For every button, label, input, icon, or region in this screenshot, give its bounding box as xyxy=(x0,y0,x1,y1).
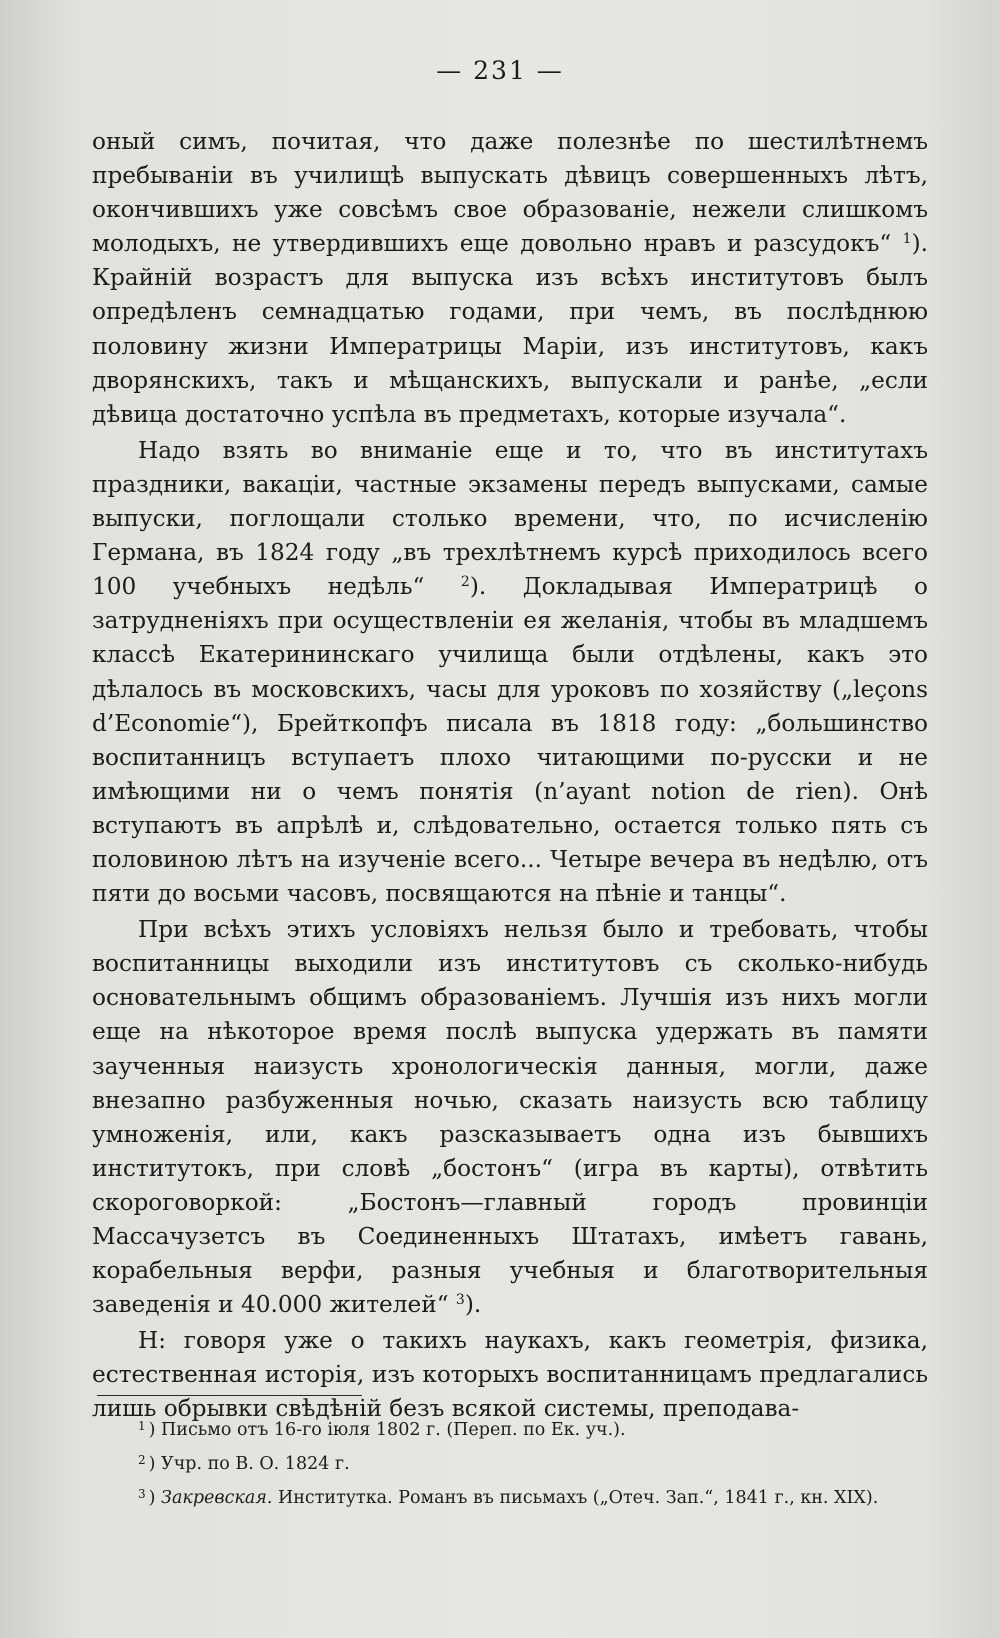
paragraph-3-tail: ). xyxy=(464,1291,482,1319)
paragraph-3 xyxy=(92,913,928,1322)
page-number: — 231 — xyxy=(436,56,564,85)
paragraph-2-tail: ). Докладывая Императрицѣ о затрудненіяхъ при осуществленіи ея желанія, чтобы въ младшемъ классѣ Екатерининскаго училища были отдѣлены, какъ это дѣлалось въ московскихъ, часы для уроковъ по хозяйству („leçons d’Economie“), Брейткопфъ писала въ 1818 году: „большинство воспитанницъ вступаетъ плохо читающими по-русски и не имѣющими ни о чемъ понятія (n’ayant notion de rien). Онѣ вступаютъ въ апрѣлѣ и, слѣдовательно, остается только пять съ половиною лѣтъ на изученіе всего... Четыре вечера въ недѣлю, отъ пяти до восьми часовъ, посвящаются на пѣніе и танцы“. xyxy=(92,573,928,908)
footnote-3: $^3$ ) Закревская. Институтка. Романъ въ письмахъ („Отеч. Зап.“, 1841 г., кн. XIX). xyxy=(138,1487,879,1508)
footnote-ref-1: 1 xyxy=(902,231,912,248)
footnote-mark-1: 1 xyxy=(138,1419,146,1433)
footnote-1: $^1$ ) Письмо отъ 16-го іюля 1802 г. (Переп. по Ек. уч.). xyxy=(138,1419,626,1440)
paragraph-1-text: оный симъ, почитая, что даже полезнѣе по шестилѣтнемъ пребываніи въ училищѣ выпускать дѣвицъ совершенныхъ лѣтъ, окончившихъ уже совсѣмъ свое образованіе, нежели слишкомъ молодыхъ, не утвердившихъ еще довольно нравъ и разсудокъ“ xyxy=(92,128,928,258)
footnote-text-3: Институтка. Романъ въ письмахъ („Отеч. Зап.“, 1841 г., кн. XIX). xyxy=(278,1488,879,1508)
footnote-2: $^2$ ) Учр. по В. О. 1824 г. xyxy=(138,1453,350,1474)
main-text xyxy=(92,125,928,1427)
footnote-mark-2: 2 xyxy=(138,1453,146,1467)
paragraph-3-text: При всѣхъ этихъ условіяхъ нельзя было и требовать, чтобы воспитанницы выходили изъ институтовъ съ сколько-нибудь основательнымъ общимъ образованіемъ. Лучшія изъ нихъ могли еще на нѣкоторое время послѣ выпуска удержать въ памяти заученныя наизусть хронологическія данныя, могли, даже внезапно разбуженныя ночью, сказать наизусть всю таблицу умноженія, или, какъ разсказываетъ одна изъ бывшихъ институтокъ, при словѣ „бостонъ“ (игра въ карты), отвѣтить скороговоркой: „Бостонъ—главный городъ провинціи Массачузетсъ въ Соединенныхъ Штатахъ, имѣетъ гавань, корабельныя верфи, разныя учебныя и благотворительныя заведенія и 40.000 жителей“ xyxy=(92,916,928,1319)
paragraph-1 xyxy=(92,125,928,432)
footnote-mark-3: 3 xyxy=(138,1487,146,1501)
footnote-ref-3: 3 xyxy=(455,1292,465,1309)
footnote-ref-2: 2 xyxy=(460,574,470,591)
footnote-author-3: Закревская. xyxy=(161,1488,273,1508)
footnotes xyxy=(138,1411,938,1513)
paragraph-2-text: Надо взять во вниманіе еще и то, что въ институтахъ праздники, вакаціи, частные экзамены передъ выпусками, самые выпуски, поглощали столько времени, что, по исчисленію Германа, въ 1824 году „въ трехлѣтнемъ курсѣ приходилось всего 100 учебныхъ недѣль“ xyxy=(92,436,928,601)
paragraph-1-tail: ). Крайній возрастъ для выпуска изъ всѣхъ институтовъ былъ опредѣленъ семнадцатью годами, при чемъ, въ послѣднюю половину жизни Императрицы Маріи, изъ институтовъ, какъ дворянскихъ, такъ и мѣщанскихъ, выпускали и ранѣе, „если дѣвица достаточно успѣла въ предметахъ, которые изучала“. xyxy=(92,230,928,428)
footnote-divider xyxy=(97,1395,362,1396)
paragraph-4-text: Н: говоря уже о такихъ наукахъ, какъ геометрія, физика, естественная исторія, изъ которыхъ воспитанницамъ предлагались лишь обрывки свѣдѣній безъ всякой системы, преподава- xyxy=(92,1327,928,1423)
footnote-text-1: Письмо отъ 16-го іюля 1802 г. (Переп. по Ек. уч.). xyxy=(161,1420,626,1440)
paragraph-2 xyxy=(92,434,928,911)
footnote-text-2: Учр. по В. О. 1824 г. xyxy=(161,1454,350,1474)
